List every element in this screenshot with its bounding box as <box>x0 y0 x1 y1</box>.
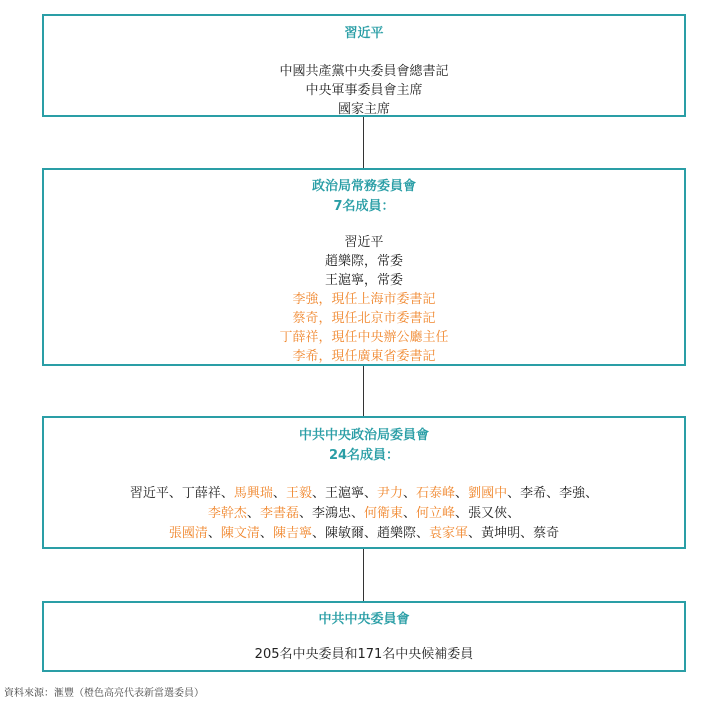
member-separator: 、 <box>585 486 599 501</box>
politburo-member: 劉國中 <box>468 486 508 501</box>
role-line: 中央軍事委員會主席 <box>305 83 423 98</box>
politburo-member: 尹力 <box>377 486 404 501</box>
member-separator: 、 <box>272 486 286 501</box>
box-politburo <box>42 416 686 549</box>
politburo-member: 何衛東 <box>364 506 404 521</box>
politburo-member: 石泰峰 <box>416 486 456 501</box>
box-standing-committee-members <box>44 233 684 366</box>
member-separator: 、 <box>168 486 182 501</box>
standing-member: 丁薛祥，現任中央辦公廳主任 <box>279 330 449 345</box>
politburo-member: 袁家軍 <box>429 526 469 541</box>
politburo-member: 李幹杰 <box>207 506 247 521</box>
member-separator: 、 <box>363 486 377 501</box>
box-general-secretary-title: 習近平 <box>344 26 384 41</box>
member-separator: 、 <box>507 486 521 501</box>
politburo-member: 王毅 <box>285 486 312 501</box>
role-line: 國家主席 <box>337 102 390 117</box>
box-general-secretary-roles <box>44 62 684 119</box>
member-separator: 、 <box>546 486 560 501</box>
connector-3 <box>363 549 364 601</box>
box-central-committee-title: 中共中央委員會 <box>318 612 410 627</box>
member-separator: 、 <box>455 486 469 501</box>
politburo-member: 王滬寧 <box>324 486 364 501</box>
connector-1 <box>363 117 364 168</box>
politburo-member: 張國清 <box>168 526 208 541</box>
politburo-member: 李希 <box>520 486 547 501</box>
box-politburo-title: 中共中央政治局委員會 <box>298 428 429 443</box>
member-separator: 、 <box>259 526 273 541</box>
member-separator: 、 <box>468 526 482 541</box>
box-standing-committee-title: 政治局常務委員會 <box>311 179 416 194</box>
standing-member: 李強，現任上海市委書記 <box>292 292 436 307</box>
member-separator: 、 <box>363 526 377 541</box>
connector-2 <box>363 366 364 416</box>
member-separator: 、 <box>220 486 234 501</box>
politburo-member: 黃坤明 <box>481 526 521 541</box>
box-standing-committee <box>42 168 686 366</box>
member-separator: 、 <box>350 506 364 521</box>
politburo-member: 李書磊 <box>259 506 299 521</box>
box-central-committee <box>42 601 686 672</box>
member-separator: 、 <box>416 526 430 541</box>
politburo-member: 李鴻忠 <box>311 506 351 521</box>
politburo-member: 蔡奇 <box>533 526 560 541</box>
member-separator: 、 <box>403 506 417 521</box>
standing-member: 李希，現任廣東省委書記 <box>292 349 436 364</box>
politburo-member: 陳吉寧 <box>272 526 312 541</box>
standing-member: 王滬寧，常委 <box>324 273 403 288</box>
standing-member: 蔡奇，現任北京市委書記 <box>292 311 436 326</box>
standing-member: 趙樂際，常委 <box>324 254 403 269</box>
politburo-member: 丁薛祥 <box>181 486 221 501</box>
politburo-member: 李強 <box>559 486 586 501</box>
politburo-member: 張又俠 <box>468 506 508 521</box>
politburo-member: 陳文清 <box>220 526 260 541</box>
member-separator: 、 <box>246 506 260 521</box>
member-separator: 、 <box>298 506 312 521</box>
politburo-member: 馬興瑞 <box>233 486 273 501</box>
member-separator: 、 <box>455 506 469 521</box>
box-politburo-members <box>44 484 684 544</box>
box-central-committee-text: 205名中央委員和171名中央候補委員 <box>254 647 474 662</box>
member-separator: 、 <box>311 526 325 541</box>
member-separator: 、 <box>403 486 417 501</box>
member-separator: 、 <box>520 526 534 541</box>
box-politburo-count: 24名成員： <box>328 448 400 463</box>
member-separator: 、 <box>311 486 325 501</box>
standing-member: 習近平 <box>344 235 384 250</box>
source-note: 資料來源：滙豐（橙色高亮代表新當選委員） <box>4 688 204 699</box>
role-line: 中國共產黨中央委員會總書記 <box>279 64 449 79</box>
politburo-member: 趙樂際 <box>377 526 417 541</box>
box-general-secretary <box>42 14 686 117</box>
member-separator: 、 <box>207 526 221 541</box>
politburo-member: 何立峰 <box>416 506 456 521</box>
member-separator: 、 <box>507 506 521 521</box>
box-standing-committee-count: 7名成員： <box>333 199 395 214</box>
politburo-member: 習近平 <box>129 486 169 501</box>
politburo-member: 陳敏爾 <box>324 526 364 541</box>
